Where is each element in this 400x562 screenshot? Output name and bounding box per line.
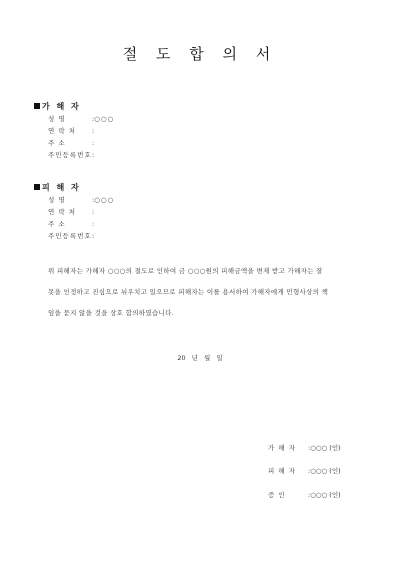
victim-address-field: 주 소 : — [48, 220, 95, 228]
signature-label: 증 인 — [268, 491, 286, 499]
signature-value: ○○○ (인) — [310, 491, 341, 499]
agreement-text-line-1: 위 피해자는 가해자 ○○○의 절도로 인하여 금 ○○○원의 피해금액을 변제 받고 가해자는 잘 — [48, 267, 323, 275]
field-label: 주 소 — [48, 139, 66, 147]
offender-heading-label: 가 해 자 — [42, 102, 81, 111]
field-label: 주 소 — [48, 220, 66, 228]
field-value: ○○○ — [94, 196, 115, 204]
field-label: 주민등록번호 — [48, 151, 92, 159]
victim-heading-label: 피 해 자 — [42, 183, 81, 192]
victim-heading — [34, 182, 81, 193]
field-label: 연 락 처 — [48, 127, 76, 135]
field-label: 주민등록번호 — [48, 232, 92, 240]
signature-witness: 증 인 :○○○ (인) — [268, 491, 341, 499]
document-title: 절 도 합 의 서 — [122, 45, 278, 63]
victim-contact-field: 연 락 처 : — [48, 208, 95, 216]
field-label: 성 명 — [48, 115, 66, 123]
signature-value: ○○○ (인) — [310, 467, 341, 475]
field-label: 성 명 — [48, 196, 66, 204]
offender-contact-field: 연 락 처 : — [48, 127, 95, 135]
signature-label: 가 해 자 — [268, 444, 296, 452]
victim-id-field: 주민등록번호: — [48, 232, 95, 240]
date-line: 20 년 월 일 — [177, 354, 223, 362]
signature-offender: 가 해 자 :○○○ (인) — [268, 444, 341, 452]
offender-id-field: 주민등록번호: — [48, 151, 95, 159]
offender-name-field: 성 명 :○○○ — [48, 115, 115, 123]
offender-address-field: 주 소 : — [48, 139, 95, 147]
signature-victim: 피 해 자 :○○○ (인) — [268, 467, 341, 475]
field-label: 연 락 처 — [48, 208, 76, 216]
square-bullet-icon — [34, 103, 40, 109]
victim-name-field: 성 명 :○○○ — [48, 196, 115, 204]
agreement-text-line-2: 못을 인정하고 진심으로 뉘우치고 있으므로 피해자는 이를 용서하여 가해자에게 민형사상의 책 — [48, 288, 329, 296]
signature-label: 피 해 자 — [268, 467, 296, 475]
agreement-text-line-3: 임을 묻지 않을 것을 상호 합의하였습니다. — [48, 309, 175, 317]
square-bullet-icon — [34, 184, 40, 190]
signature-value: ○○○ (인) — [310, 444, 341, 452]
field-value: ○○○ — [94, 115, 115, 123]
offender-heading — [34, 101, 81, 112]
